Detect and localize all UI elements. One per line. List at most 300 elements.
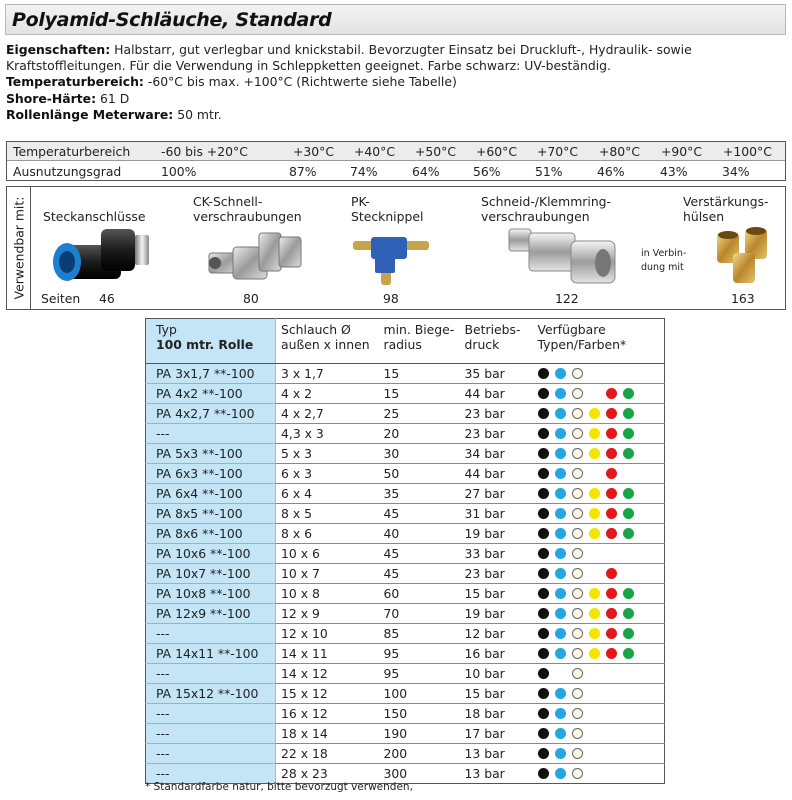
color-dots [538,624,665,643]
cell-pressure: 10 bar [460,664,535,684]
color-dots [538,404,665,423]
cell-colors [535,364,665,384]
yellow-color-dot-icon [589,508,600,519]
cell-radius: 200 [379,744,460,764]
natural-color-dot-icon [572,608,583,619]
reinforcement-sleeve-icon [707,227,783,289]
cell-pressure: 23 bar [460,564,535,584]
red-color-dot-icon [606,568,617,579]
cell-radius: 40 [379,524,460,544]
spec-header-row [146,319,665,364]
blue-color-dot-icon [555,708,566,719]
header-hose [276,319,379,364]
natural-color-dot-icon [572,588,583,599]
page-number: 80 [243,291,259,306]
cell-radius: 45 [379,564,460,584]
natural-color-dot-icon [572,688,583,699]
usage-cell: 43% [660,164,688,179]
table-row [146,384,665,404]
color-dots [538,764,665,783]
cell-hose: 14 x 12 [276,664,379,684]
properties-shore: Shore-Härte: 61 D [6,90,130,106]
cell-pressure: 44 bar [460,464,535,484]
cell-hose: 10 x 6 [276,544,379,564]
header-pressure-line1: Betriebs- [464,322,521,337]
product-label: CK-Schnell- [193,194,263,209]
page-number: 163 [731,291,755,306]
blue-color-dot-icon [555,448,566,459]
red-color-dot-icon [606,608,617,619]
black-color-dot-icon [538,528,549,539]
yellow-color-dot-icon [589,528,600,539]
table-row [146,444,665,464]
temperature-cell: +100°C [723,144,772,159]
cell-pressure: 34 bar [460,444,535,464]
black-color-dot-icon [538,768,549,779]
yellow-color-dot-icon [589,608,600,619]
temperature-cell: +30°C [293,144,334,159]
cell-pressure: 15 bar [460,584,535,604]
table-row [146,424,665,444]
natural-color-dot-icon [572,708,583,719]
temperature-row [7,142,785,161]
cell-hose: 5 x 3 [276,444,379,464]
color-dots [538,584,665,603]
black-color-dot-icon [538,508,549,519]
push-in-fitting-icon [45,227,155,291]
header-pressure [460,319,535,364]
header-hose-line2: außen x innen [281,337,370,352]
table-row [146,544,665,564]
black-color-dot-icon [538,448,549,459]
red-color-dot-icon [606,628,617,639]
cell-colors [535,464,665,484]
cell-colors [535,524,665,544]
black-color-dot-icon [538,568,549,579]
spec-table [145,318,665,784]
page-number: 98 [383,291,399,306]
black-color-dot-icon [538,428,549,439]
color-dots [538,364,665,383]
cell-type: PA 6x3 **-100 [146,464,276,484]
cell-type: --- [146,744,276,764]
blue-color-dot-icon [555,388,566,399]
usable-with-box [6,186,786,310]
product-label: verschraubungen [193,209,302,224]
natural-color-dot-icon [572,408,583,419]
cell-colors [535,504,665,524]
header-type-line1: Typ [156,322,177,337]
blue-color-dot-icon [555,648,566,659]
cell-type: PA 8x6 **-100 [146,524,276,544]
cell-hose: 10 x 7 [276,564,379,584]
cell-type: --- [146,724,276,744]
green-color-dot-icon [623,448,634,459]
usage-cell: 56% [473,164,501,179]
properties-eigenschaften: Eigenschaften: Halbstarr, gut verlegbar und knickstabil. Bevorzugter Einsatz bei Druckluft-, Hydraulik- sowie Kraftstoffleitungen. Für die Verwendung in Schleppketten geeignet. Farbe schwarz: UV-beständig. [6,42,692,74]
black-color-dot-icon [538,728,549,739]
temperature-cell: +40°C [354,144,395,159]
cell-hose: 4,3 x 3 [276,424,379,444]
blue-color-dot-icon [555,548,566,559]
cell-type: PA 12x9 **-100 [146,604,276,624]
black-color-dot-icon [538,548,549,559]
usage-cell: 46% [597,164,625,179]
blue-color-dot-icon [555,688,566,699]
cell-colors [535,484,665,504]
natural-color-dot-icon [572,488,583,499]
title-bar [5,4,786,35]
cell-colors [535,744,665,764]
temperatur-text: -60°C bis max. +100°C (Richtwerte siehe Tabelle) [147,74,457,90]
cell-colors [535,584,665,604]
black-color-dot-icon [538,748,549,759]
red-color-dot-icon [606,648,617,659]
color-dots [538,484,665,503]
black-color-dot-icon [538,488,549,499]
cell-pressure: 13 bar [464,766,505,781]
yellow-color-dot-icon [589,648,600,659]
color-dots [538,704,665,723]
cell-hose: 4 x 2 [276,384,379,404]
cell-hose: 8 x 5 [276,504,379,524]
cell-type: --- [146,764,276,784]
table-row [146,684,665,704]
cell-radius: 20 [379,424,460,444]
natural-color-dot-icon [572,668,583,679]
yellow-color-dot-icon [589,628,600,639]
color-dots [538,384,665,403]
color-dots [538,604,665,623]
usage-cell: 74% [350,164,378,179]
red-color-dot-icon [606,528,617,539]
product-label: Steckanschlüsse [43,209,146,224]
cell-radius: 150 [379,704,460,724]
red-color-dot-icon [606,508,617,519]
cell-radius: 300 [383,766,408,781]
cell-colors [535,684,665,704]
table-row [146,744,665,764]
footnote: * Standardfarbe natur, bitte bevorzugt verwenden, [145,781,413,793]
blue-color-dot-icon [555,608,566,619]
red-color-dot-icon [606,448,617,459]
green-color-dot-icon [623,628,634,639]
natural-color-dot-icon [572,628,583,639]
shore-label: Shore-Härte [6,90,92,106]
cell-colors [535,544,665,564]
green-color-dot-icon [623,608,634,619]
cell-colors [535,404,665,424]
natural-color-dot-icon [572,568,583,579]
temperature-table [6,141,786,181]
usage-cell: 51% [535,164,563,179]
rolle-label: Rollenlänge Meterware [6,106,169,122]
yellow-color-dot-icon [589,488,600,499]
black-color-dot-icon [538,628,549,639]
properties-temperatur: Temperaturbereich: -60°C bis max. +100°C (Richtwerte siehe Tabelle) [6,74,457,90]
red-color-dot-icon [606,588,617,599]
product-label: Stecknippel [351,209,424,224]
black-color-dot-icon [538,648,549,659]
product-label: hülsen [683,209,725,224]
table-row [146,364,665,384]
natural-color-dot-icon [572,468,583,479]
cell-type: --- [146,424,276,444]
blue-color-dot-icon [555,468,566,479]
cell-colors [535,724,665,744]
eigenschaften-text: Halbstarr, gut verlegbar und knickstabil. Bevorzugter Einsatz bei Druckluft-, Hydraulik- sowie Kraftstoffleitungen. Für die Verwendung in Schleppketten geeignet. Farbe schwarz: UV-beständig. [6,42,692,74]
cell-pressure: 35 bar [460,364,535,384]
cell-pressure: 16 bar [460,644,535,664]
cell-hose: 10 x 8 [276,584,379,604]
black-color-dot-icon [538,388,549,399]
header-pressure-line2: druck [464,337,500,352]
natural-color-dot-icon [572,728,583,739]
temperatur-label: Temperaturbereich [6,74,139,90]
page-title: Polyamid-Schläuche, Standard [12,8,332,31]
table-row [146,484,665,504]
yellow-color-dot-icon [589,408,600,419]
cell-pressure: 19 bar [460,524,535,544]
blue-color-dot-icon [555,408,566,419]
header-radius-line2: radius [383,337,422,352]
cell-pressure: 17 bar [460,724,535,744]
usage-row [7,162,785,181]
usable-with-vertical-label [7,187,31,309]
temperature-cell: +60°C [476,144,517,159]
temperature-cell: +80°C [599,144,640,159]
cell-hose: 12 x 9 [276,604,379,624]
shore-text: 61 D [100,90,130,106]
cell-radius: 100 [379,684,460,704]
cell-hose: 15 x 12 [276,684,379,704]
cell-hose: 18 x 14 [276,724,379,744]
cell-colors [535,624,665,644]
blue-color-dot-icon [555,528,566,539]
yellow-color-dot-icon [589,448,600,459]
cell-hose: 4 x 2,7 [276,404,379,424]
cell-hose: 6 x 4 [276,484,379,504]
page-number: 122 [555,291,579,306]
cell-colors [535,604,665,624]
cell-colors [535,564,665,584]
cell-pressure: 31 bar [460,504,535,524]
table-row [146,464,665,484]
seiten-label: Seiten [41,291,81,306]
cell-colors [535,644,665,664]
natural-color-dot-icon [572,748,583,759]
cell-type: --- [146,704,276,724]
usage-row-label: Ausnutzungsgrad [13,164,122,179]
cell-radius: 15 [379,364,460,384]
header-types-line1: Verfügbare [537,322,606,337]
cell-colors [535,384,665,404]
blue-color-dot-icon [555,768,566,779]
cell-pressure: 18 bar [460,704,535,724]
cell-pressure: 12 bar [460,624,535,644]
blue-color-dot-icon [555,488,566,499]
product-label: PK- [351,194,370,209]
rolle-text: 50 mtr. [177,106,222,122]
table-row [146,704,665,724]
table-row [146,604,665,624]
green-color-dot-icon [623,428,634,439]
in-verbindung-label: dung mit [641,262,684,273]
table-row [146,624,665,644]
natural-color-dot-icon [572,368,583,379]
cell-type: PA 10x8 **-100 [146,584,276,604]
cell-radius: 25 [379,404,460,424]
table-row [146,404,665,424]
usable-with-label-text: Verwendbar mit: [11,196,26,300]
product-label: Schneid-/Klemmring- [481,194,612,209]
cell-radius: 95 [379,664,460,684]
in-verbindung-label: in Verbin- [641,248,687,259]
ck-fitting-icon [203,227,307,289]
red-color-dot-icon [606,468,617,479]
cell-radius: 190 [379,724,460,744]
red-color-dot-icon [606,388,617,399]
color-dots [538,444,665,463]
product-label: Verstärkungs- [683,194,769,209]
header-hose-line1: Schlauch Ø [281,322,351,337]
black-color-dot-icon [538,588,549,599]
black-color-dot-icon [538,408,549,419]
cell-pressure: 27 bar [460,484,535,504]
natural-color-dot-icon [572,388,583,399]
cell-pressure: 13 bar [460,744,535,764]
cell-hose: 16 x 12 [276,704,379,724]
eigenschaften-label: Eigenschaften [6,42,106,57]
cell-hose: 6 x 3 [276,464,379,484]
properties-block [6,42,786,123]
temperature-cell: -60 bis +20°C [161,144,248,159]
color-dots [538,544,665,563]
cell-type: --- [146,624,276,644]
blue-color-dot-icon [555,588,566,599]
color-dots [538,564,665,583]
cell-type: PA 6x4 **-100 [146,484,276,504]
cell-radius: 30 [379,444,460,464]
cell-type: PA 3x1,7 **-100 [146,364,276,384]
yellow-color-dot-icon [589,588,600,599]
cell-hose: 3 x 1,7 [276,364,379,384]
header-type-line2: 100 mtr. Rolle [156,337,254,352]
cell-colors [535,424,665,444]
usage-cell: 64% [412,164,440,179]
yellow-color-dot-icon [589,428,600,439]
cell-radius: 70 [379,604,460,624]
cell-colors [535,664,665,684]
color-dots [538,684,665,703]
temperature-row-label: Temperaturbereich [13,144,131,159]
green-color-dot-icon [623,588,634,599]
cell-pressure: 33 bar [460,544,535,564]
cell-type: PA 8x5 **-100 [146,504,276,524]
black-color-dot-icon [538,688,549,699]
black-color-dot-icon [538,468,549,479]
green-color-dot-icon [623,408,634,419]
table-row [146,504,665,524]
blue-color-dot-icon [555,568,566,579]
green-color-dot-icon [623,648,634,659]
table-row [146,584,665,604]
header-radius-line1: min. Biege- [383,322,455,337]
usage-cell: 34% [722,164,750,179]
product-label: verschraubungen [481,209,590,224]
cell-radius: 85 [379,624,460,644]
cell-type: PA 10x7 **-100 [146,564,276,584]
cell-pressure: 23 bar [460,424,535,444]
black-color-dot-icon [538,608,549,619]
temperature-cell: +50°C [415,144,456,159]
header-types-line2: Typen/Farben* [537,337,627,352]
green-color-dot-icon [623,528,634,539]
cell-hose: 28 x 23 [281,766,328,781]
red-color-dot-icon [606,488,617,499]
table-row [146,644,665,664]
natural-color-dot-icon [572,428,583,439]
table-row [146,524,665,544]
table-row [146,724,665,744]
blue-color-dot-icon [555,628,566,639]
cell-radius: 45 [379,504,460,524]
cell-colors [535,444,665,464]
color-dots [538,424,665,443]
cell-type: PA 10x6 **-100 [146,544,276,564]
cell-type: --- [146,664,276,684]
color-dots [538,504,665,523]
cell-pressure: 19 bar [460,604,535,624]
blue-color-dot-icon [555,508,566,519]
usage-cell: 87% [289,164,317,179]
color-dots [538,644,665,663]
natural-color-dot-icon [572,528,583,539]
natural-color-dot-icon [572,648,583,659]
cell-radius: 95 [379,644,460,664]
color-dots [538,724,665,743]
color-dots [538,464,665,483]
natural-color-dot-icon [572,448,583,459]
temperature-cell: +70°C [537,144,578,159]
header-types [535,319,665,364]
usage-cell: 100% [161,164,197,179]
cell-radius: 60 [379,584,460,604]
cell-type: PA 4x2,7 **-100 [146,404,276,424]
blue-color-dot-icon [555,748,566,759]
green-color-dot-icon [623,488,634,499]
page-number: 46 [99,291,115,306]
natural-color-dot-icon [572,768,583,779]
cell-type: PA 4x2 **-100 [146,384,276,404]
temperature-cell: +90°C [661,144,702,159]
table-row [146,564,665,584]
red-color-dot-icon [606,408,617,419]
green-color-dot-icon [623,508,634,519]
color-dots [538,664,665,683]
cell-pressure: 44 bar [460,384,535,404]
green-color-dot-icon [623,388,634,399]
cell-type: PA 15x12 **-100 [146,684,276,704]
table-row [146,664,665,684]
color-dots [538,524,665,543]
compression-fitting-icon [501,221,621,291]
color-dots [538,744,665,763]
cell-pressure: 15 bar [460,684,535,704]
blue-color-dot-icon [555,728,566,739]
blue-color-dot-icon [555,368,566,379]
cell-type: PA 14x11 **-100 [146,644,276,664]
